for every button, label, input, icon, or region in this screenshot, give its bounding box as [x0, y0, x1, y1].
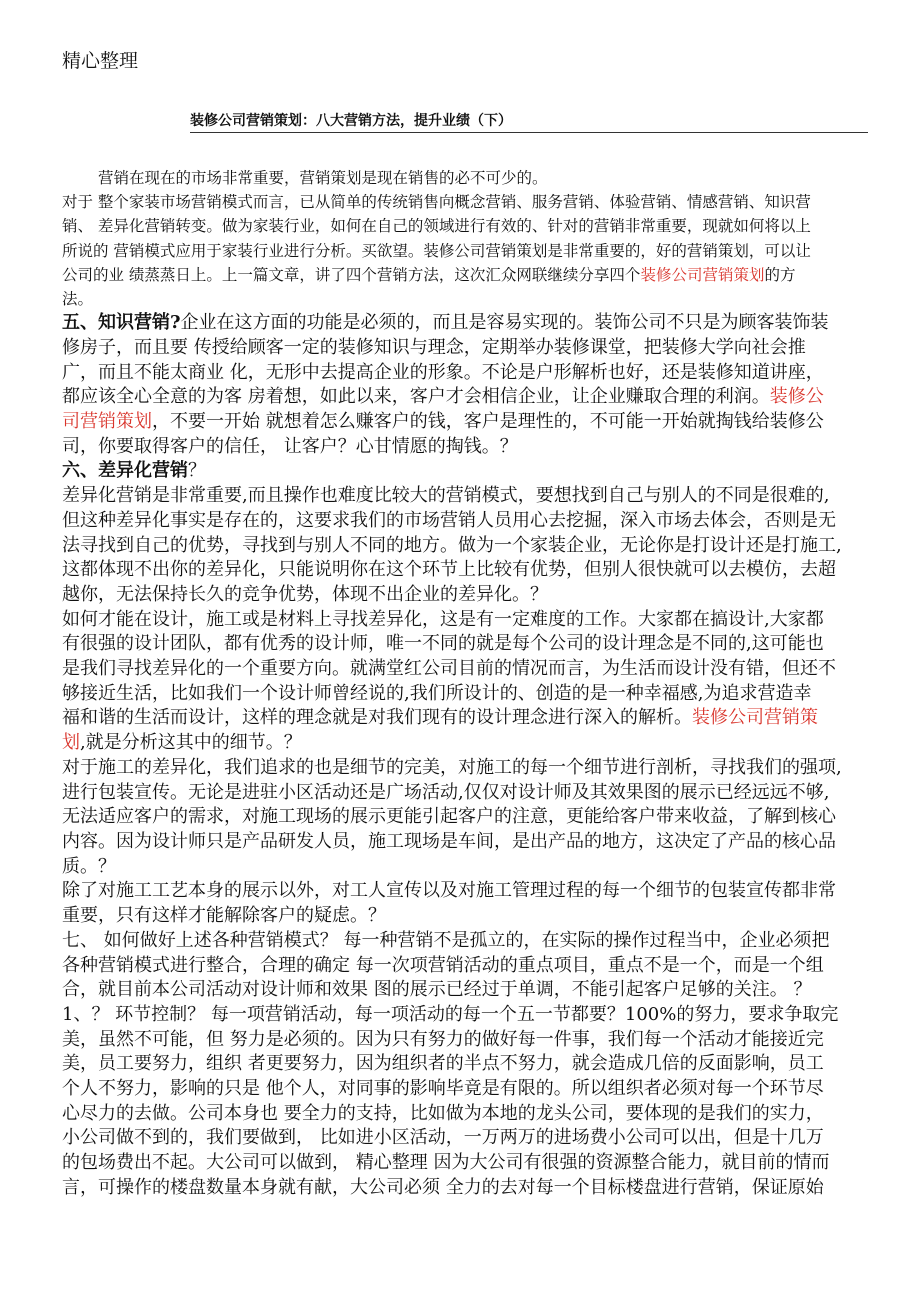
paragraph-line: 所说的 营销模式应用于家装行业进行分析。买欲望。装修公司营销策划是非常重要的，好的营销策划，可以让: [62, 241, 811, 260]
paragraph-line: 除了对施工工艺本身的展示以外，对工人宣传以及对施工管理过程的每一个细节的包装宣传都非常: [62, 880, 836, 902]
paragraph-line: 法寻找到自己的优势，寻找到与别人不同的地方。做为一个家装企业，无论你是打设计还是打施工,: [62, 534, 842, 556]
red-link-text[interactable]: 装修公司营销策划: [640, 265, 765, 284]
red-link-text[interactable]: 划: [62, 732, 80, 754]
red-link-text[interactable]: 装修公: [769, 386, 824, 408]
paragraph-line: 如何才能在设计，施工或是材料上寻找差异化，这是有一定难度的工作。大家都在搞设计,大家都: [62, 608, 824, 630]
section-heading: 六、差异化营销: [62, 460, 188, 482]
paragraph-line: 法。: [62, 290, 94, 309]
paragraph-line: 对于施工的差异化，我们追求的也是细节的完美，对施工的每一个细节进行剖析，寻找我们的强项,: [62, 756, 842, 778]
paragraph-line: 都应该全心全意的为客 房着想，如此以来，客户才会相信企业，让企业赚取合理的利润。装修公: [62, 386, 824, 408]
paragraph-line: 够接近生活，比如我们一个设计师曾经说的,我们所设计的、创造的是一种幸福感,为追求营造幸: [62, 682, 812, 704]
document-body: [62, 166, 862, 1201]
paragraph-line: 质。？: [62, 855, 116, 877]
paragraph-line: 七、 如何做好上述各种营销模式？ 每一种营销不是孤立的，在实际的操作过程当中，企业必须把: [62, 929, 830, 951]
paragraph-line: 进行包装宣传。无论是进驻小区活动还是广场活动,仅仅对设计师及其效果图的展示已经远远不够,: [62, 781, 830, 803]
paragraph-line: 划,就是分析这其中的细节。？: [62, 732, 302, 754]
paragraph-line: 各种营销模式进行整合，合理的确定 每一次项营销活动的重点项目，重点不是一个，而是一个组: [62, 954, 824, 976]
paragraph-line: 五、知识营销?企业在这方面的功能是必须的，而且是容易实现的。装饰公司不只是为顾客装饰装: [62, 312, 829, 334]
paragraph-line: 福和谐的生活而设计，这样的理念就是对我们现有的设计理念进行深入的解析。装修公司营销策: [62, 707, 818, 729]
paragraph-line: 修房子，而且要 传授给顾客一定的装修知识与理念，定期举办装修课堂，把装修大学向社会推: [62, 336, 806, 358]
paragraph-line: 有很强的设计团队，都有优秀的设计师，唯一不同的就是每个公司的设计理念是不同的,这可能也: [62, 633, 824, 655]
page-title: 装修公司营销策划：八大营销方法，提升业绩（下）: [190, 113, 512, 129]
paragraph-line: 美，员工要努力，组织 者更要努力，因为组织者的半点不努力，就会造成几倍的反面影响，员工: [62, 1053, 824, 1075]
paragraph-line: 美，虽然不可能，但 努力是必须的。因为只有努力的做好每一件事，我们每一个活动才能接近完: [62, 1028, 824, 1050]
paragraph-line: 是我们寻找差异化的一个重要方向。就满堂红公司目前的情况而言，为生活而设计没有错，但还不: [62, 658, 836, 680]
paragraph-line: 内容。因为设计师只是产品研发人员，施工现场是车间，是出产品的地方，这决定了产品的核心品: [62, 830, 836, 852]
paragraph-line: 小公司做不到的，我们要做到， 比如进小区活动，一万两万的进场费小公司可以出，但是十几万: [62, 1127, 824, 1149]
paragraph-line: 销、 差异化营销转变。做为家装行业，如何在自己的领域进行有效的、针对的营销非常重要，现就如何将以上: [62, 217, 811, 236]
paragraph-line: 差异化营销是非常重要,而且操作也难度比较大的营销模式，要想找到自己与别人的不同是很难的,: [62, 485, 830, 507]
paragraph-line: 的包场费出不起。大公司可以做到， 精心整理 因为大公司有很强的资源整合能力，就目前的情而: [62, 1152, 830, 1174]
red-link-text[interactable]: 司营销策划: [62, 411, 152, 433]
paragraph-line: 公司的业 绩蒸蒸日上。上一篇文章，讲了四个营销方法，这次汇众网联继续分享四个装修公司营销策划的方: [62, 265, 796, 284]
paragraph-line: 无法适应客户的需求，对施工现场的展示更能引起客户的注意，更能给客户带来收益，了解到核心: [62, 806, 836, 828]
paragraph-line: 1、？ 环节控制？ 每一项营销活动，每一项活动的每一个五一节都要？100%的努力，要求争取完: [62, 1003, 839, 1025]
paragraph-line: 越你，无法保持长久的竞争优势，体现不出企业的差异化。？: [62, 583, 548, 605]
paragraph-line: 言，可操作的楼盘数量本身就有献，大公司必须 全力的去对每一个目标楼盘进行营销，保证原始: [62, 1176, 824, 1198]
paragraph-line: 司，你要取得客户的信任， 让客户？心甘情愿的掏钱。？: [62, 435, 518, 457]
paragraph-line: 这都体现不出你的差异化，只能说明你在这个环节上比较有优势，但别人很快就可以去模仿，去超: [62, 559, 836, 581]
paragraph-line: 营销在现在的市场非常重要，营销策划是现在销售的必不可少的。: [98, 169, 548, 187]
title-rule: [190, 110, 868, 133]
paragraph-line: 但这种差异化事实是存在的，这要求我们的市场营销人员用心去挖掘，深入市场去体会，否则是无: [62, 509, 836, 531]
paragraph-line: 心尽力的去做。公司本身也 要全力的支持，比如做为本地的龙头公司，要体现的是我们的实力，: [62, 1102, 824, 1124]
paragraph-line: 个人不努力，影响的只是 他个人，对同事的影响毕竟是有限的。所以组织者必须对每一个环节尽: [62, 1078, 824, 1100]
red-link-text[interactable]: 装修公司营销策: [692, 707, 818, 729]
paragraph-line: 合，就目前本公司活动对设计师和效果 图的展示已经过于单调，不能引起客户足够的关注。 ？: [62, 979, 812, 1001]
paragraph-line: 六、差异化营销？: [62, 460, 206, 482]
paragraph-line: 对于 整个家装市场营销模式而言，已从简单的传统销售向概念营销、服务营销、体验营销、情感营销、知识营: [62, 193, 811, 212]
paragraph-line: 广，而且不能太商业 化，无形中去提高企业的形象。不论是户形解析也好，还是装修知道讲座，: [62, 361, 824, 383]
section-heading: 五、知识营销?: [62, 312, 181, 334]
paragraph-line: 重要，只有这样才能解除客户的疑虑。？: [62, 905, 386, 927]
header-note: 精心整理: [62, 50, 139, 72]
paragraph-line: 司营销策划，不要一开始 就想着怎么赚客户的钱，客户是理性的，不可能一开始就掏钱给装修公: [62, 411, 824, 433]
